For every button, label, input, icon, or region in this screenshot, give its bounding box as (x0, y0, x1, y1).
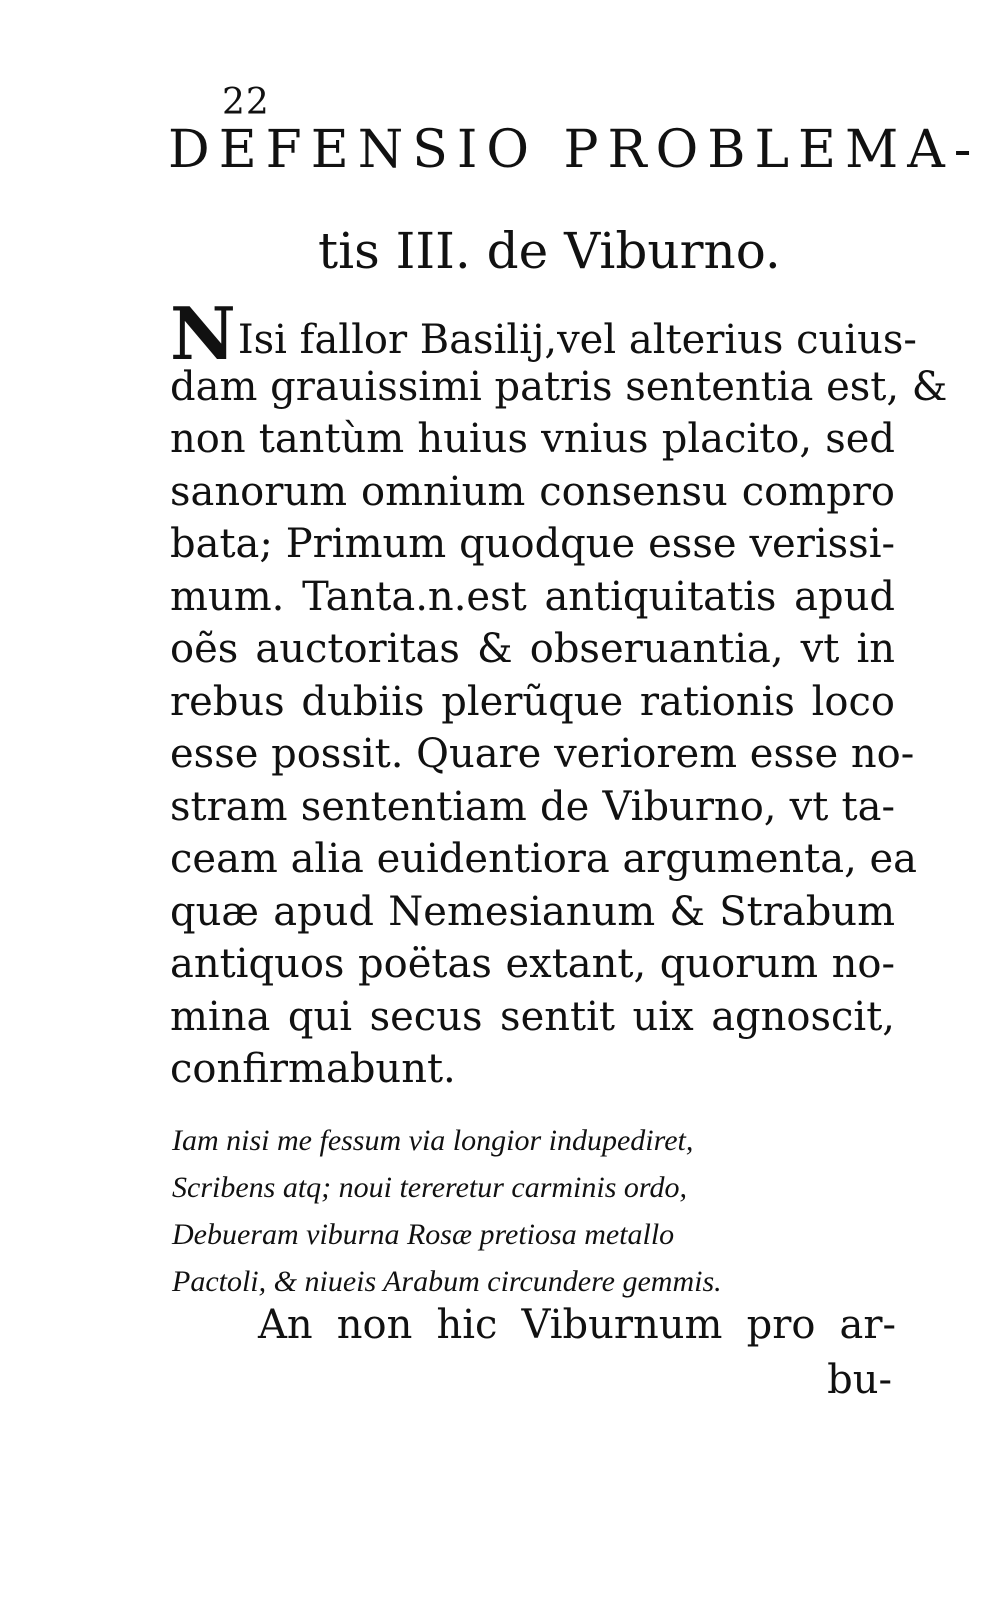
body-line: non tantùm huius vnius placito, sed (170, 416, 895, 462)
page-number: 22 (222, 82, 270, 123)
body-line: antiquos poëtas extant, quorum no- (170, 941, 895, 987)
drop-initial: N (170, 291, 236, 376)
body-line: mum. Tanta.n.est antiquitatis apud (170, 573, 895, 620)
body-line: bata; Primum quodque esse verissi- (170, 521, 895, 567)
body-line: mina qui secus sentit uix agnoscit, (170, 993, 895, 1040)
verse-line: Scribens atq; noui tereretur carminis ordo, (172, 1171, 687, 1204)
body-line: quæ apud Nemesianum & Strabum (170, 888, 895, 935)
body-line: esse possit. Quare veriorem esse no- (170, 731, 915, 777)
continuation-line: An non hic Viburnum pro ar- (258, 1302, 896, 1348)
body-line: oẽs auctoritas & obseruantia, vt in (170, 626, 895, 672)
verse-quotation (172, 1117, 892, 1305)
body-line (170, 291, 917, 376)
body-line-text: Isi fallor Basilij,vel alterius cuius- (237, 317, 917, 363)
body-text (170, 291, 948, 1096)
body-line: stram sententiam de Viburno, vt ta- (170, 783, 895, 830)
verse-line: Pactoli, & niueis Arabum circundere gemmis. (172, 1265, 722, 1298)
verse-line: Debueram viburna Rosæ pretiosa metallo (172, 1218, 675, 1251)
body-line: rebus dubiis plerũque rationis loco (170, 678, 895, 725)
verse-line: Iam nisi me fessum via longior indupediret, (172, 1124, 694, 1157)
chapter-heading: tis III. de Viburno. (318, 222, 781, 280)
catchword: bu- (827, 1357, 892, 1403)
running-head: DEFENSIO PROBLEMA- (168, 120, 981, 180)
body-line: ceam alia euidentiora argumenta, ea (170, 836, 918, 882)
body-line: confirmabunt. (170, 1046, 456, 1092)
body-line: sanorum omnium consensu compro (170, 468, 895, 515)
body-line: dam grauissimi patris sententia est, & (170, 363, 948, 410)
